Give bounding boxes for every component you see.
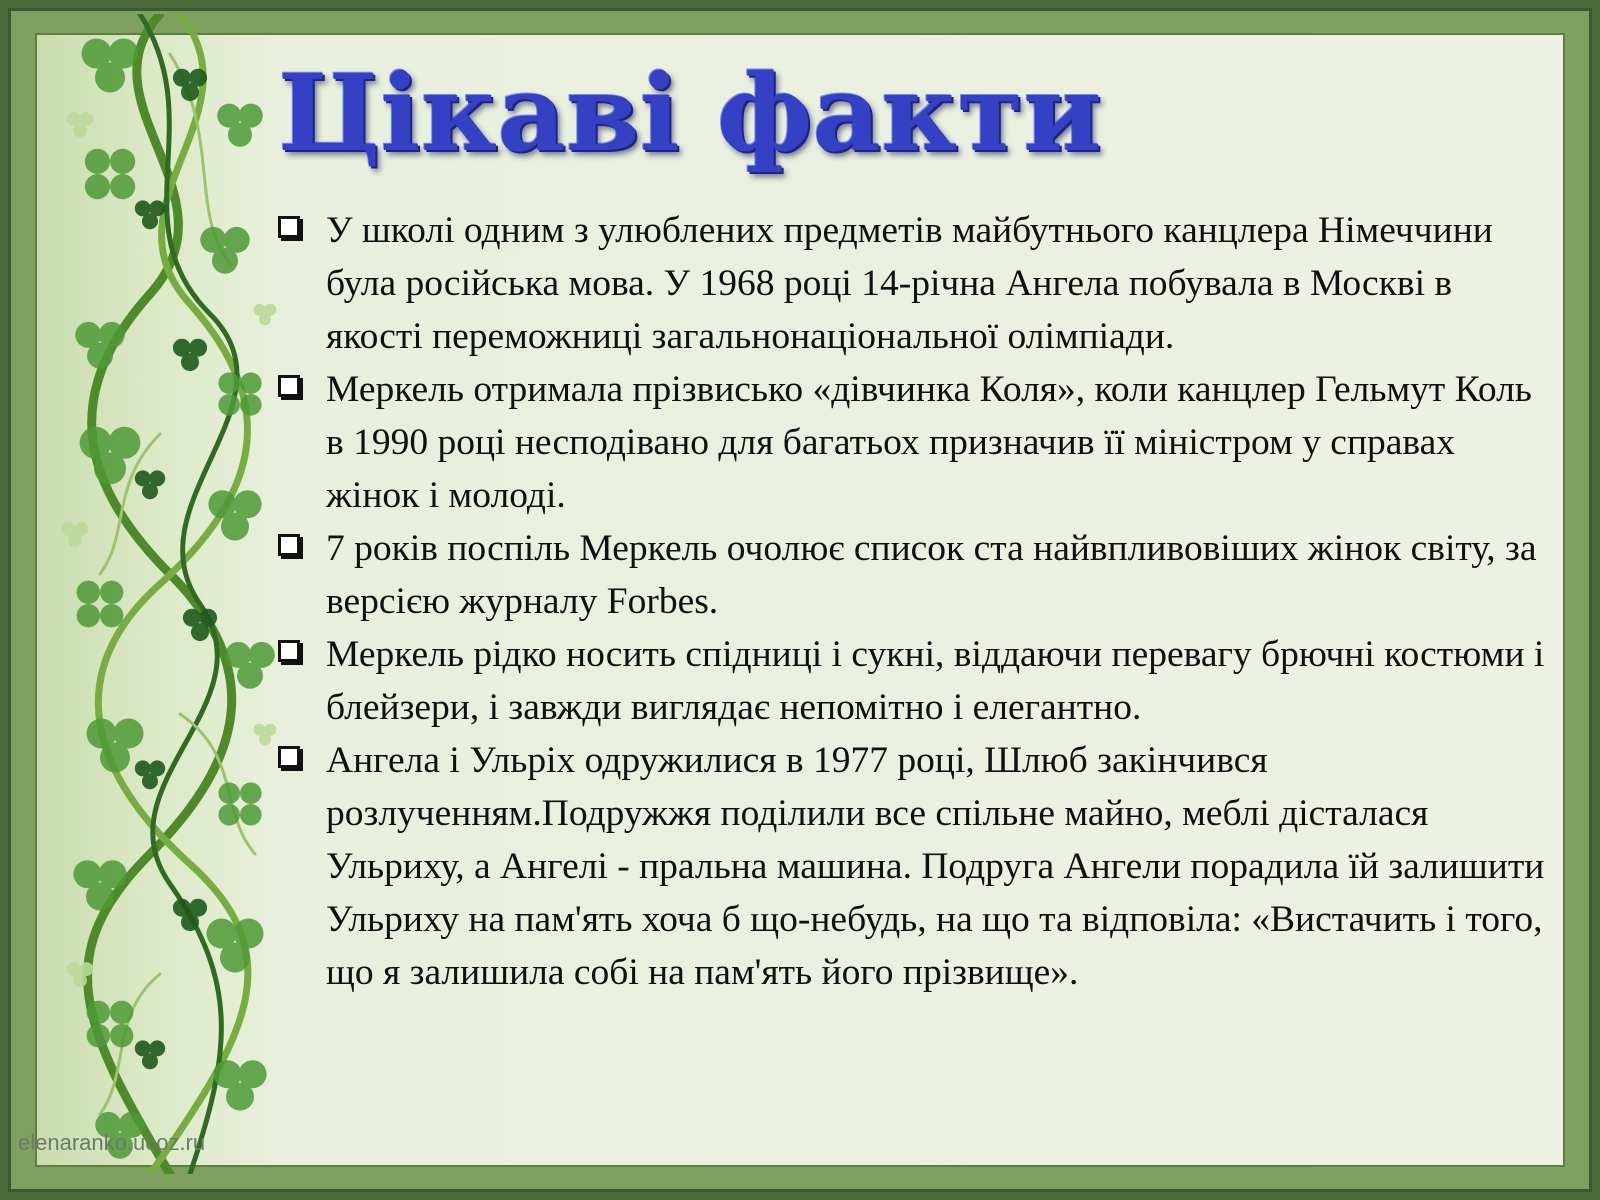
list-item <box>276 628 1548 734</box>
checkbox-bullet-icon <box>278 375 300 397</box>
fact-text: Ангела і Ульріх одружилися в 1977 році, Шлюб закінчився розлученням.Подружжя поділили все спільне майно, меблі дісталася Ульриху, а Ангелі - пральна машина. Подруга Ангели порадила їй залишити Ульриху на пам'ять хоча б що-небудь, на що та відповіла: «Вистачить і того, що я залишила собі на пам'ять його прізвище». <box>326 740 1545 993</box>
checkbox-bullet-icon <box>278 216 300 238</box>
list-item <box>276 522 1548 628</box>
checkbox-bullet-icon <box>278 746 300 768</box>
fact-text: У школі одним з улюблених предметів майбутнього канцлера Німеччини була російська мова. У 1968 році 14-річна Ангела побувала в Москві в якості переможниці загальнонаціональної олімпіади. <box>326 210 1493 357</box>
list-item <box>276 363 1548 522</box>
checkbox-bullet-icon <box>278 640 300 662</box>
checkbox-bullet-icon <box>278 534 300 556</box>
list-item <box>276 734 1548 999</box>
fact-text: Меркель отримала прізвисько «дівчинка Коля», коли канцлер Гельмут Коль в 1990 році несподівано для багатьох призначив її міністром у справах жінок і молоді. <box>326 369 1532 516</box>
slide-title: Цікаві факти <box>278 50 1102 175</box>
fact-text: 7 років поспіль Меркель очолює список ста найвпливовіших жінок світу, за версією журналу Forbes. <box>326 528 1537 622</box>
clover-vine-icon <box>40 14 300 1174</box>
fact-text: Меркель рідко носить спідниці і сукні, віддаючи перевагу брючні костюми і блейзери, і завжди виглядає непомітно і елегантно. <box>326 634 1545 728</box>
list-item <box>276 204 1548 363</box>
watermark: elenaranko.ucoz.ru <box>18 1130 206 1155</box>
facts-list <box>276 204 1548 999</box>
